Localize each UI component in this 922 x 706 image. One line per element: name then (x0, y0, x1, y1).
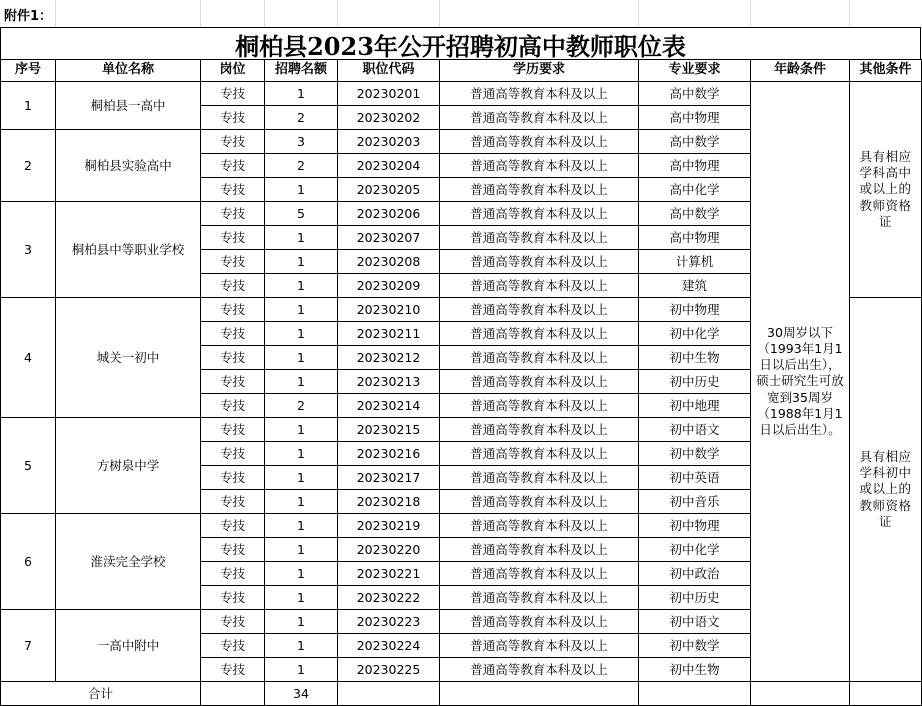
post-cell: 专技 (201, 418, 265, 442)
count-cell: 1 (265, 658, 338, 682)
empty-cell (751, 682, 850, 706)
unit-name: 桐柏县实验高中 (56, 130, 201, 202)
post-cell: 专技 (201, 562, 265, 586)
gridline (750, 0, 751, 27)
post-cell: 专技 (201, 586, 265, 610)
unit-number: 2 (1, 130, 56, 202)
post-cell: 专技 (201, 130, 265, 154)
post-cell: 专技 (201, 202, 265, 226)
code-cell: 20230211 (338, 322, 440, 346)
gridline (337, 0, 338, 27)
positions-table (0, 59, 922, 706)
column-header: 专业要求 (639, 60, 751, 82)
post-cell: 专技 (201, 514, 265, 538)
education-cell: 普通高等教育本科及以上 (440, 322, 639, 346)
education-cell: 普通高等教育本科及以上 (440, 586, 639, 610)
unit-name: 方树泉中学 (56, 418, 201, 514)
total-label: 合计 (1, 682, 201, 706)
major-cell: 初中数学 (639, 442, 751, 466)
code-cell: 20230203 (338, 130, 440, 154)
education-cell: 普通高等教育本科及以上 (440, 538, 639, 562)
education-cell: 普通高等教育本科及以上 (440, 514, 639, 538)
code-cell: 20230225 (338, 658, 440, 682)
major-cell: 高中物理 (639, 226, 751, 250)
major-cell: 初中化学 (639, 538, 751, 562)
post-cell: 专技 (201, 82, 265, 106)
count-cell: 2 (265, 154, 338, 178)
code-cell: 20230202 (338, 106, 440, 130)
code-cell: 20230209 (338, 274, 440, 298)
gridline (638, 0, 639, 27)
code-cell: 20230210 (338, 298, 440, 322)
count-cell: 1 (265, 322, 338, 346)
gridline (439, 0, 440, 27)
education-cell: 普通高等教育本科及以上 (440, 418, 639, 442)
count-cell: 1 (265, 82, 338, 106)
count-cell: 1 (265, 370, 338, 394)
major-cell: 初中历史 (639, 586, 751, 610)
gridline (55, 0, 56, 27)
education-cell: 普通高等教育本科及以上 (440, 562, 639, 586)
code-cell: 20230222 (338, 586, 440, 610)
empty-cell (440, 682, 639, 706)
major-cell: 高中数学 (639, 130, 751, 154)
count-cell: 1 (265, 466, 338, 490)
count-cell: 1 (265, 442, 338, 466)
education-cell: 普通高等教育本科及以上 (440, 106, 639, 130)
unit-number: 5 (1, 418, 56, 514)
page-title: 桐柏县2023年公开招聘初高中教师职位表 (0, 27, 921, 60)
education-cell: 普通高等教育本科及以上 (440, 370, 639, 394)
header-row (1, 60, 922, 82)
code-cell: 20230218 (338, 490, 440, 514)
major-cell: 初中英语 (639, 466, 751, 490)
column-header: 序号 (1, 60, 56, 82)
post-cell: 专技 (201, 322, 265, 346)
unit-number: 1 (1, 82, 56, 130)
empty-cell (639, 682, 751, 706)
post-cell: 专技 (201, 394, 265, 418)
column-header: 招聘名额 (265, 60, 338, 82)
count-cell: 1 (265, 274, 338, 298)
other-condition-middle: 具有相应学科初中或以上的教师资格证 (850, 298, 922, 682)
count-cell: 1 (265, 490, 338, 514)
major-cell: 初中政治 (639, 562, 751, 586)
code-cell: 20230208 (338, 250, 440, 274)
major-cell: 初中数学 (639, 634, 751, 658)
education-cell: 普通高等教育本科及以上 (440, 634, 639, 658)
education-cell: 普通高等教育本科及以上 (440, 274, 639, 298)
post-cell: 专技 (201, 658, 265, 682)
code-cell: 20230207 (338, 226, 440, 250)
count-cell: 1 (265, 250, 338, 274)
code-cell: 20230221 (338, 562, 440, 586)
code-cell: 20230220 (338, 538, 440, 562)
count-cell: 3 (265, 130, 338, 154)
post-cell: 专技 (201, 298, 265, 322)
unit-name: 城关一初中 (56, 298, 201, 418)
post-cell: 专技 (201, 106, 265, 130)
gridline (849, 0, 850, 27)
education-cell: 普通高等教育本科及以上 (440, 610, 639, 634)
education-cell: 普通高等教育本科及以上 (440, 298, 639, 322)
post-cell: 专技 (201, 250, 265, 274)
code-cell: 20230219 (338, 514, 440, 538)
empty-cell (850, 682, 922, 706)
post-cell: 专技 (201, 154, 265, 178)
unit-name: 一高中附中 (56, 610, 201, 682)
unit-number: 6 (1, 514, 56, 610)
count-cell: 1 (265, 298, 338, 322)
education-cell: 普通高等教育本科及以上 (440, 250, 639, 274)
unit-name: 桐柏县一高中 (56, 82, 201, 130)
count-cell: 1 (265, 562, 338, 586)
sheet-top-row (0, 0, 922, 27)
unit-name: 淮渎完全学校 (56, 514, 201, 610)
code-cell: 20230201 (338, 82, 440, 106)
table-row (1, 82, 922, 106)
count-cell: 1 (265, 610, 338, 634)
code-cell: 20230217 (338, 466, 440, 490)
post-cell: 专技 (201, 274, 265, 298)
code-cell: 20230214 (338, 394, 440, 418)
post-cell: 专技 (201, 178, 265, 202)
code-cell: 20230213 (338, 370, 440, 394)
major-cell: 初中地理 (639, 394, 751, 418)
post-cell: 专技 (201, 346, 265, 370)
unit-name: 桐柏县中等职业学校 (56, 202, 201, 298)
column-header: 年龄条件 (751, 60, 850, 82)
major-cell: 计算机 (639, 250, 751, 274)
major-cell: 初中物理 (639, 514, 751, 538)
age-condition-cell: 30周岁以下（1993年1月1日以后出生），硕士研究生可放宽到35周岁（1988年1月1日以后出生）。 (751, 82, 850, 682)
major-cell: 高中化学 (639, 178, 751, 202)
count-cell: 1 (265, 178, 338, 202)
education-cell: 普通高等教育本科及以上 (440, 466, 639, 490)
post-cell: 专技 (201, 538, 265, 562)
total-count: 34 (265, 682, 338, 706)
post-cell: 专技 (201, 466, 265, 490)
code-cell: 20230204 (338, 154, 440, 178)
education-cell: 普通高等教育本科及以上 (440, 442, 639, 466)
column-header: 职位代码 (338, 60, 440, 82)
post-cell: 专技 (201, 490, 265, 514)
gridline (200, 0, 201, 27)
count-cell: 1 (265, 514, 338, 538)
empty-cell (201, 682, 265, 706)
count-cell: 2 (265, 106, 338, 130)
major-cell: 高中数学 (639, 82, 751, 106)
other-condition-high: 具有相应学科高中或以上的教师资格证 (850, 82, 922, 298)
column-header: 学历要求 (440, 60, 639, 82)
major-cell: 初中物理 (639, 298, 751, 322)
major-cell: 高中物理 (639, 154, 751, 178)
count-cell: 1 (265, 346, 338, 370)
gridline (264, 0, 265, 27)
education-cell: 普通高等教育本科及以上 (440, 130, 639, 154)
count-cell: 1 (265, 418, 338, 442)
education-cell: 普通高等教育本科及以上 (440, 658, 639, 682)
post-cell: 专技 (201, 370, 265, 394)
code-cell: 20230224 (338, 634, 440, 658)
count-cell: 1 (265, 634, 338, 658)
education-cell: 普通高等教育本科及以上 (440, 394, 639, 418)
major-cell: 初中生物 (639, 658, 751, 682)
major-cell: 初中音乐 (639, 490, 751, 514)
count-cell: 1 (265, 226, 338, 250)
column-header: 岗位 (201, 60, 265, 82)
education-cell: 普通高等教育本科及以上 (440, 346, 639, 370)
major-cell: 高中物理 (639, 106, 751, 130)
major-cell: 建筑 (639, 274, 751, 298)
major-cell: 初中语文 (639, 418, 751, 442)
column-header: 其他条件 (850, 60, 922, 82)
unit-number: 7 (1, 610, 56, 682)
major-cell: 初中语文 (639, 610, 751, 634)
column-header: 单位名称 (56, 60, 201, 82)
attachment-label: 附件1： (4, 9, 53, 24)
count-cell: 1 (265, 586, 338, 610)
major-cell: 初中化学 (639, 322, 751, 346)
major-cell: 初中生物 (639, 346, 751, 370)
total-row (1, 682, 922, 706)
education-cell: 普通高等教育本科及以上 (440, 226, 639, 250)
education-cell: 普通高等教育本科及以上 (440, 202, 639, 226)
code-cell: 20230206 (338, 202, 440, 226)
count-cell: 1 (265, 538, 338, 562)
education-cell: 普通高等教育本科及以上 (440, 178, 639, 202)
major-cell: 高中数学 (639, 202, 751, 226)
post-cell: 专技 (201, 610, 265, 634)
unit-number: 4 (1, 298, 56, 418)
education-cell: 普通高等教育本科及以上 (440, 82, 639, 106)
education-cell: 普通高等教育本科及以上 (440, 154, 639, 178)
code-cell: 20230216 (338, 442, 440, 466)
education-cell: 普通高等教育本科及以上 (440, 490, 639, 514)
code-cell: 20230212 (338, 346, 440, 370)
count-cell: 2 (265, 394, 338, 418)
count-cell: 5 (265, 202, 338, 226)
post-cell: 专技 (201, 226, 265, 250)
post-cell: 专技 (201, 634, 265, 658)
code-cell: 20230223 (338, 610, 440, 634)
unit-number: 3 (1, 202, 56, 298)
major-cell: 初中历史 (639, 370, 751, 394)
empty-cell (338, 682, 440, 706)
code-cell: 20230205 (338, 178, 440, 202)
code-cell: 20230215 (338, 418, 440, 442)
post-cell: 专技 (201, 442, 265, 466)
